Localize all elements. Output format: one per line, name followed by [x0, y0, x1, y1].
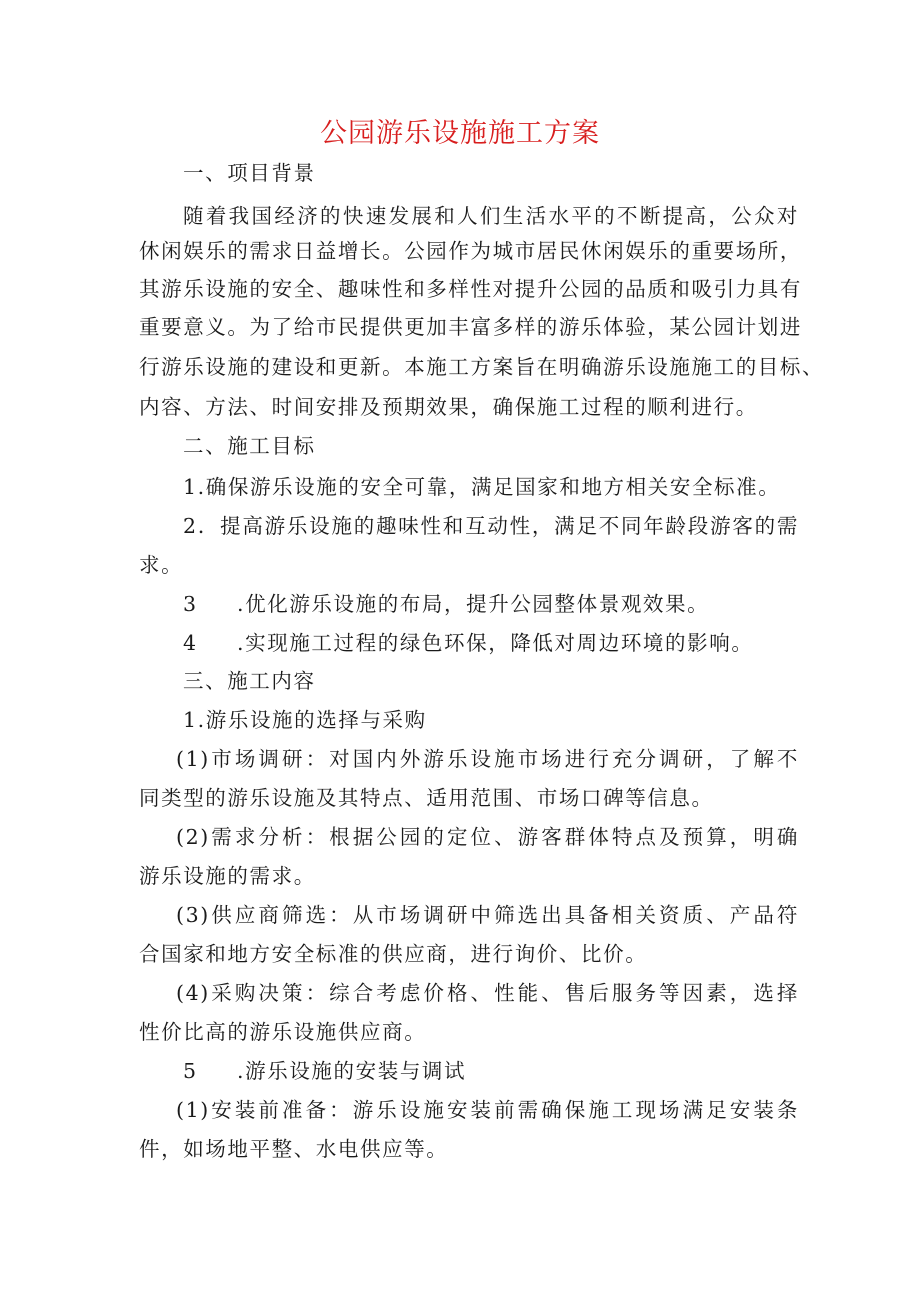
paragraph-line: 同类型的游乐设施及其特点、适用范围、市场口碑等信息。 [139, 786, 714, 810]
list-item-text: .实现施工过程的绿色环保，降低对周边环境的影响。 [237, 631, 754, 655]
paragraph-line: 休闲娱乐的需求日益增长。公园作为城市居民休闲娱乐的重要场所， [139, 239, 802, 263]
subsection-text: .游乐设施的安装与调试 [237, 1059, 467, 1083]
paragraph-line: (1)安装前准备：游乐设施安装前需确保施工现场满足安装条 [176, 1098, 799, 1122]
paragraph-line: (2)需求分析：根据公园的定位、游客群体特点及预算，明确 [176, 825, 799, 849]
document-title: 公园游乐设施施工方案 [320, 118, 600, 149]
list-item-continuation: 求。 [139, 553, 184, 577]
paragraph-line: 合国家和地方安全标准的供应商，进行询价、比价。 [139, 942, 648, 966]
paragraph-line: 其游乐设施的安全、趣味性和多样性对提升公园的品质和吸引力具有 [139, 277, 802, 301]
list-item-number: 4 [183, 631, 198, 655]
paragraph-line: (4)采购决策：综合考虑价格、性能、售后服务等因素，选择 [176, 981, 799, 1005]
list-item: 2．提高游乐设施的趣味性和互动性，满足不同年龄段游客的需 [183, 514, 799, 538]
paragraph-line: 游乐设施的需求。 [139, 864, 316, 888]
list-item [183, 629, 799, 657]
paragraph-line: 重要意义。为了给市民提供更加丰富多样的游乐体验，某公园计划进 [139, 315, 802, 339]
section-heading-content: 三、施工内容 [183, 669, 316, 693]
paragraph-line: (3)供应商筛选：从市场调研中筛选出具备相关资质、产品符 [176, 903, 799, 927]
list-item [183, 590, 799, 618]
subsection-number: 5 [183, 1059, 198, 1083]
section-heading-goals: 二、施工目标 [183, 434, 316, 458]
list-item: 1.确保游乐设施的安全可靠，满足国家和地方相关安全标准。 [183, 475, 781, 499]
paragraph-line: (1)市场调研：对国内外游乐设施市场进行充分调研，了解不 [176, 747, 799, 771]
paragraph-line: 内容、方法、时间安排及预期效果，确保施工过程的顺利进行。 [139, 395, 758, 419]
list-item-number: 3 [183, 592, 198, 616]
paragraph-line: 件，如场地平整、水电供应等。 [139, 1137, 449, 1161]
paragraph-line: 性价比高的游乐设施供应商。 [139, 1020, 427, 1044]
paragraph-line: 行游乐设施的建设和更新。本施工方案旨在明确游乐设施施工的目标、 [139, 355, 825, 379]
paragraph-line: 随着我国经济的快速发展和人们生活水平的不断提高，公众对 [183, 204, 799, 228]
subsection-heading: 1.游乐设施的选择与采购 [183, 708, 427, 732]
list-item-text: .优化游乐设施的布局，提升公园整体景观效果。 [237, 592, 710, 616]
subsection-heading [183, 1057, 799, 1085]
section-heading-background: 一、项目背景 [183, 161, 316, 185]
